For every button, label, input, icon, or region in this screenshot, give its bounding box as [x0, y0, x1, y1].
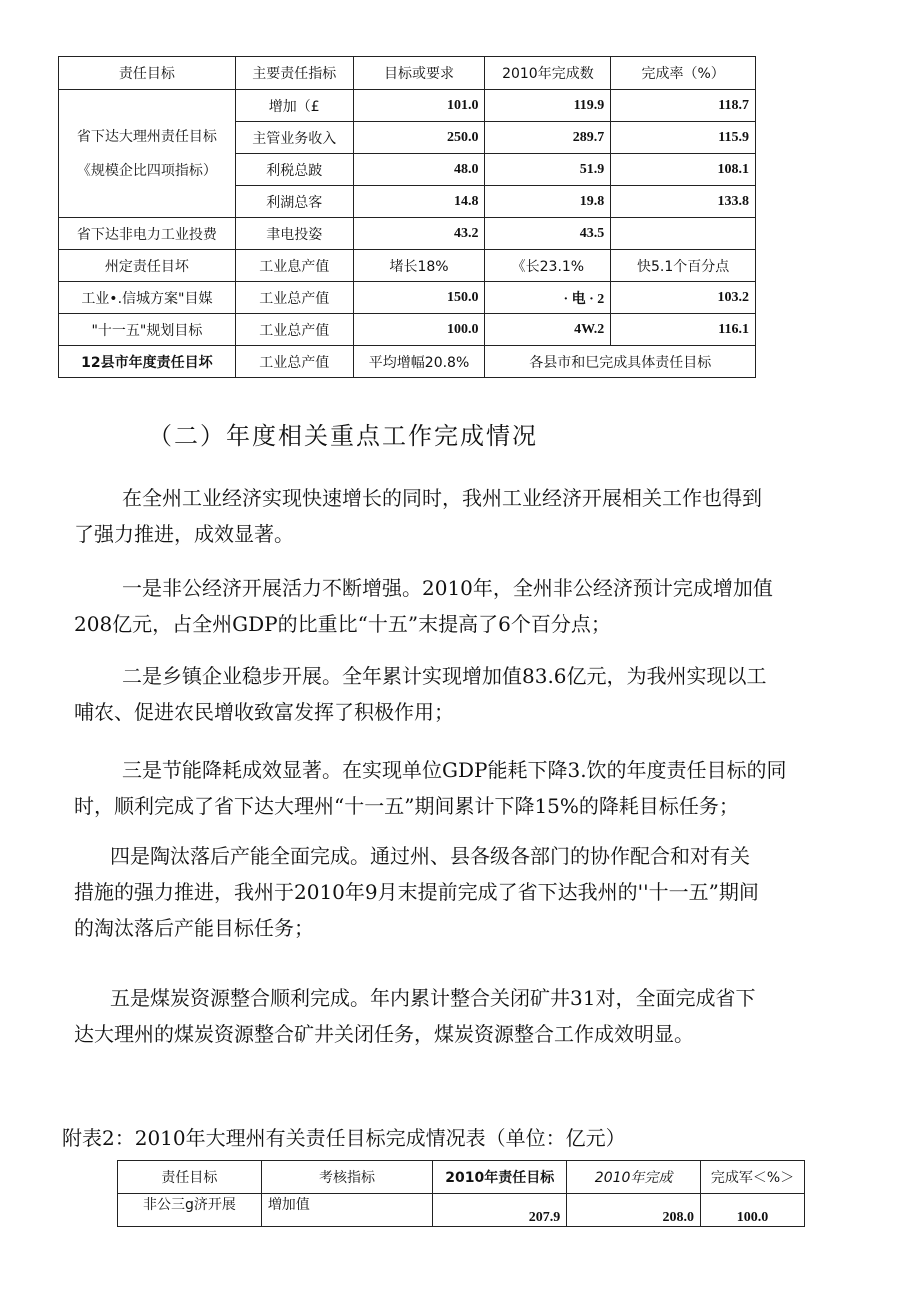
- paragraph-line: 措施的强力推进，我州于2010年9月末提前完成了省下达我州的''十一五”期间: [74, 880, 759, 904]
- target-cell: 43.2: [353, 218, 485, 250]
- paragraph-energy-saving: [74, 752, 864, 824]
- header-cell: 2010年完成数: [485, 57, 611, 90]
- target-cell: 堵长18%: [353, 250, 485, 282]
- paragraph-line: 了强力推进，成效显著。: [74, 522, 294, 546]
- goal-cell: 12县市年度责任目坏: [59, 346, 236, 378]
- paragraph-line: 二是乡镇企业稳步开展。全年累计实现增加值83.6亿元，为我州实现以工: [122, 664, 767, 688]
- paragraph-township-enterprises: [74, 658, 864, 730]
- rate-cell: 133.8: [611, 186, 756, 218]
- target-cell: 250.0: [353, 122, 485, 154]
- goal-cell: "十一五"规划目标: [59, 314, 236, 346]
- paragraph-line: 时，顺利完成了省下达大理州“十一五”期间累计下降15%的降耗目标任务；: [74, 794, 739, 818]
- paragraph-line: 一是非公经济开展活力不断增强。2010年，全州非公经济预计完成增加值: [122, 576, 773, 600]
- header-cell: 考核指标: [261, 1161, 432, 1194]
- indicator-cell: 增加（£: [235, 90, 353, 122]
- indicator-cell: 増加值: [261, 1194, 432, 1227]
- header-cell: 完成军＜%＞: [701, 1161, 805, 1194]
- rate-cell: 115.9: [611, 122, 756, 154]
- section-title: （二）年度相关重点工作完成情况: [148, 422, 538, 450]
- rate-cell: 快5.1个百分点: [611, 250, 756, 282]
- done-cell: 289.7: [485, 122, 611, 154]
- rate-cell: 116.1: [611, 314, 756, 346]
- target-cell: 100.0: [353, 314, 485, 346]
- indicator-cell: 工业息产值: [235, 250, 353, 282]
- done-cell: 43.5: [485, 218, 611, 250]
- paragraph-coal-integration: [74, 980, 864, 1052]
- indicator-cell: 利湖总客: [235, 186, 353, 218]
- header-cell: 2010年责任目标: [433, 1161, 567, 1194]
- group-goal-cell: [59, 90, 236, 218]
- table-row: [59, 346, 756, 378]
- done-cell: 《长23.1%: [485, 250, 611, 282]
- target-cell: 14.8: [353, 186, 485, 218]
- table-header-row: [59, 57, 756, 90]
- appendix-caption: 附表2：2010年大理州有关责任目标完成情况表（单位：亿元）: [62, 1126, 626, 1150]
- paragraph-line: 三是节能降耗成效显著。在实现单位GDP能耗下降3.饮的年度责任目标的同: [122, 758, 787, 782]
- done-cell: 208.0: [567, 1194, 701, 1227]
- done-cell: 119.9: [485, 90, 611, 122]
- header-cell: 完成率（%）: [611, 57, 756, 90]
- header-cell: 2010年完成: [567, 1161, 701, 1194]
- table-row: [59, 90, 756, 122]
- table-row: [59, 282, 756, 314]
- paragraph-line: 四是陶汰落后产能全面完成。通过州、县各级各部门的协作配合和对有关: [110, 844, 750, 868]
- table-header-row: [118, 1161, 805, 1194]
- done-cell: 51.9: [485, 154, 611, 186]
- target-cell: 48.0: [353, 154, 485, 186]
- indicator-cell: 工业总产值: [235, 314, 353, 346]
- group-goal-line2: 《规模企比四项指标）: [76, 162, 217, 179]
- goal-cell: 非公三g济开展: [118, 1194, 262, 1227]
- rate-cell: 108.1: [611, 154, 756, 186]
- indicator-cell: 工业总产值: [235, 282, 353, 314]
- indicator-cell: 工业总产值: [235, 346, 353, 378]
- rate-cell: 118.7: [611, 90, 756, 122]
- paragraph-line: 208亿元，占全州GDP的比重比“十五”末提高了6个百分点；: [74, 612, 611, 636]
- goal-cell: 州定责任目坏: [59, 250, 236, 282]
- paragraph-line: 在全州工业经济实现快速增长的同时，我州工业经济开展相关工作也得到: [122, 486, 762, 510]
- appendix-table: [117, 1160, 805, 1227]
- rate-cell: 100.0: [701, 1194, 805, 1227]
- done-cell: · 电 · 2: [485, 282, 611, 314]
- header-cell: 责任目标: [59, 57, 236, 90]
- target-cell: 207.9: [433, 1194, 567, 1227]
- group-goal-line1: 省下达大理州责任目标: [76, 128, 217, 145]
- paragraph-private-economy: [74, 570, 864, 642]
- goal-cell: 工业•.信城方案"目媒: [59, 282, 236, 314]
- indicator-cell: 聿电投姿: [235, 218, 353, 250]
- done-cell: 4W.2: [485, 314, 611, 346]
- paragraph-line: 五是煤炭资源整合顺利完成。年内累计整合关闭矿井31对，全面完成省下: [110, 986, 756, 1010]
- target-cell: 平均增幅20.8%: [353, 346, 485, 378]
- target-cell: 150.0: [353, 282, 485, 314]
- table-row: [118, 1194, 805, 1227]
- paragraph-line: 达大理州的煤炭资源整合矿井关闭任务，煤炭资源整合工作成效明显。: [74, 1022, 694, 1046]
- header-cell: 主要责任指标: [235, 57, 353, 90]
- responsibility-targets-table: [58, 56, 756, 378]
- paragraph-line: 的淘汰落后产能目标任务；: [74, 916, 314, 940]
- header-cell: 目标或要求: [353, 57, 485, 90]
- paragraph-intro: [74, 480, 864, 552]
- table-row: [59, 314, 756, 346]
- done-cell: 19.8: [485, 186, 611, 218]
- rate-cell: 103.2: [611, 282, 756, 314]
- indicator-cell: 利税总跛: [235, 154, 353, 186]
- rate-cell: [611, 218, 756, 250]
- note-cell: 各县市和巳完成具体责任目标: [485, 346, 756, 378]
- header-cell: 责任目标: [118, 1161, 262, 1194]
- table-row: [59, 218, 756, 250]
- paragraph-line: 哺农、促进农民增收致富发挥了积极作用；: [74, 700, 454, 724]
- paragraph-capacity-elimination: [74, 838, 864, 946]
- goal-cell: 省下达非电力工业投费: [59, 218, 236, 250]
- table-row: [59, 250, 756, 282]
- target-cell: 101.0: [353, 90, 485, 122]
- indicator-cell: 主管业务收入: [235, 122, 353, 154]
